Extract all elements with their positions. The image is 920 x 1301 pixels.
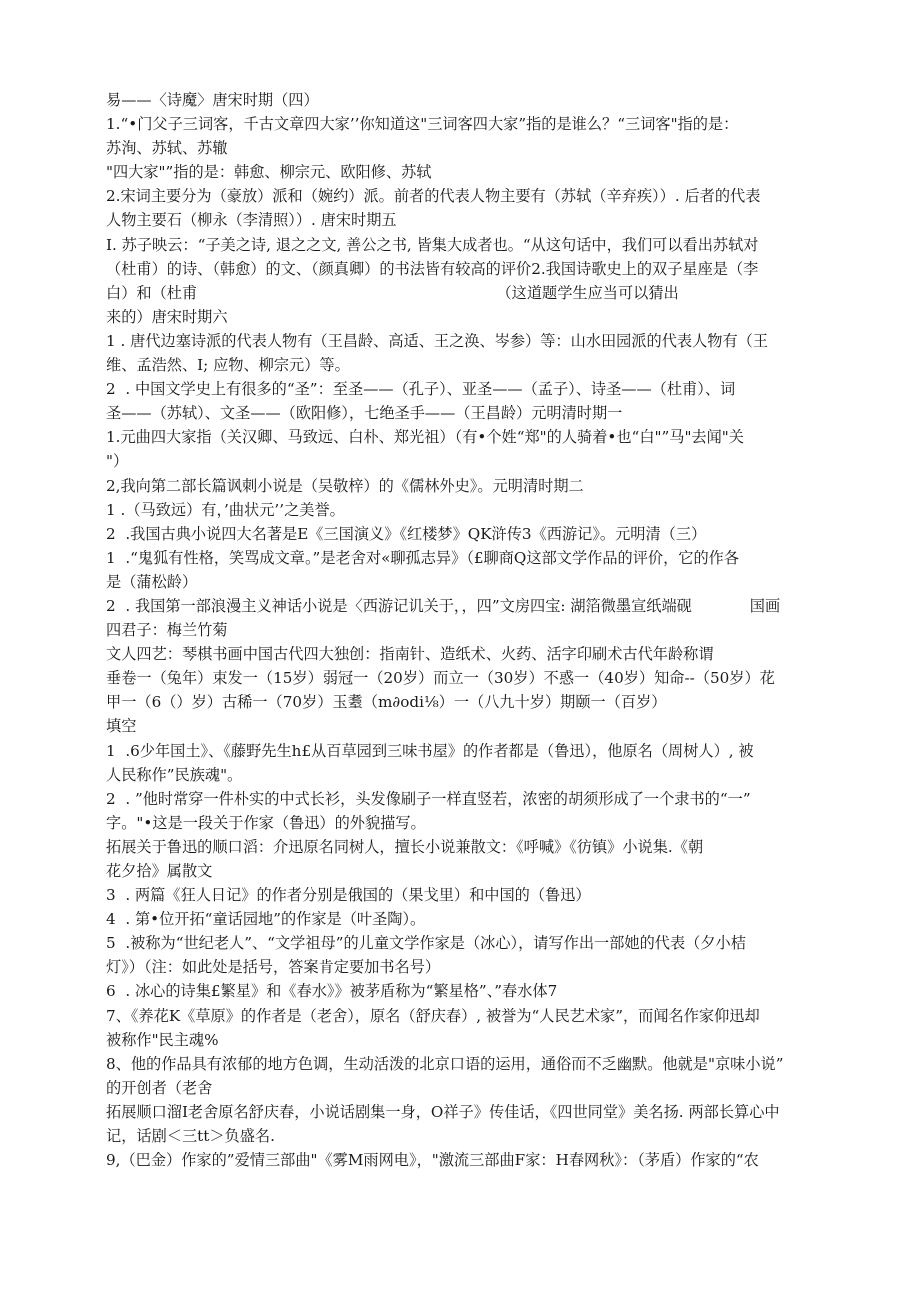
text-line: 5 .被称为“世纪老人”、“文学祖母”的儿童文学作家是（冰心），请写作出一部她的代表（夕小桔 (106, 934, 746, 953)
text-line: 8、他的作品具有浓郁的地方色调，生动活泼的北京口语的运用，通俗而不乏幽默。他就是"京味小说” (106, 1054, 784, 1073)
text-line: 2 .我国古典小说四大名著是E《三国演义》《红楼梦》QK浒传3《西游记》。元明清（三） (106, 524, 707, 543)
text-line: 被称作"民主魂% (106, 1030, 219, 1049)
text-line: 苏洵、苏轼、苏辙 (106, 139, 228, 158)
text-line: 2 . ”他时常穿一件朴实的中式长衫，头发像刷子一样直竖若，浓密的胡须形成了一个隶书的“一” (106, 789, 751, 808)
text-line: 填空 (106, 717, 137, 736)
text-line: 是（蒲松龄） (106, 572, 198, 591)
text-line: 9,（巴金）作家的”爱情三部曲"《雾M雨网电》，"激流三部曲F家：H春网秋》：（茅盾）作家的“农 (106, 1151, 759, 1170)
text-line: （杜甫）的诗、（韩愈）的文、（颜真卿）的书法皆有较高的评价2.我国诗歌史上的双子星座是（李 (106, 259, 759, 278)
text-line: 花夕拾》属散文 (106, 862, 213, 880)
text-line: 垂卷一（兔年）束发一（15岁）弱冠一（20岁）而立一（30岁）不惑一（40岁）知命--（50岁）花 (106, 669, 775, 688)
text-line: "四大家"”指的是：韩愈、柳宗元、欧阳修、苏轼 (106, 163, 432, 182)
document-body (106, 88, 870, 1172)
text-line: 的开创者（老舍 (106, 1078, 213, 1097)
text-line: 7、《养花K《草原》的作者是（老舍），原名（舒庆春）, 被誉为“人民艺术家”，而闻名作家仰迅却 (106, 1006, 760, 1025)
text-line: 字。"•这是一段关于作家（鲁迅）的外貌描写。 (106, 813, 426, 832)
text-line: 人民称作”民族魂"。 (106, 765, 243, 784)
text-line: 来的）唐宋时期六 (106, 307, 228, 326)
text-line: 6 . 冰心的诗集£繁星》和《春水》》被茅盾称为“繁星格”、”春水体7 (106, 982, 558, 1001)
text-line: 易——〈诗魔〉唐宋时期（四） (106, 91, 319, 109)
text-line: 1 . 唐代边塞诗派的代表人物有（王昌龄、高适、王之涣、岑参）等：山水田园派的代表人物有（王 (106, 331, 769, 350)
text-line: 记，话剧＜三tt＞负盛名. (106, 1127, 275, 1146)
text-line: 灯》）（注：如此处是括号，答案肯定要加书名号） (106, 958, 441, 977)
text-line: 2,我向第二部长篇讽刺小说是（吴敬梓）的《儒林外史》。元明清时期二 (106, 476, 584, 495)
text-line: "） (106, 452, 129, 471)
text-line: 3 . 两篇《狂人日记》的作者分别是俄国的（果戈里）和中国的（鲁迅） (106, 886, 591, 905)
text-line: 拓展顺口溜I老舍原名舒庆春，小说话剧集一身，O祥子》传佳话，《四世同堂》美名扬. 两部长算心中 (106, 1102, 780, 1121)
text-line: 维、孟浩然、I; 应物、柳宗元）等。 (106, 356, 350, 375)
text-line: 2.宋词主要分为（豪放）派和（婉约）派。前者的代表人物主要有（苏轼（辛弃疾））. 后者的代表 (106, 187, 761, 206)
text-line: 人物主要石（柳永（李清照））. 唐宋时期五 (106, 211, 397, 230)
text-line: 拓展关于鲁迅的顺口滔：介迅原名同树人，擅长小说兼散文：《呼喊》《彷镇》小说集.《朝 (106, 837, 704, 856)
text-line: I. 苏子映云：“子美之诗, 退之之文, 善公之书, 皆集大成者也。“从这句话中，我们可以看出苏轼对 (106, 235, 759, 254)
text-line: 四君子：梅兰竹菊 (106, 621, 228, 640)
text-line: 4 . 第•位开拓“童话园地”的作家是（叶圣陶）。 (106, 910, 426, 929)
text-line: 2 . 我国第一部浪漫主义神话小说是〈西游记讥关于，，四”文房四宝: 湖箔微墨宣纸端砚 国画 (106, 596, 781, 615)
text-line: 2 . 中国文学史上有很多的“圣”：至圣——（孔子）、亚圣——（孟子）、诗圣——（杜甫）、词 (106, 380, 736, 399)
text-line: 甲一（6（）岁）古稀一（70岁）玉耋（m∂odi⅛）一（八九十岁）期颐一（百岁） (106, 693, 667, 712)
text-line: 圣——（苏轼）、文圣——（欧阳修），七绝圣手——（王昌龄）元明清时期一 (106, 404, 623, 423)
text-line: 1.“•门父子三词客，千古文章四大家’’你知道这"三词客四大家”指的是谁么？“三词客"指的是： (106, 115, 739, 134)
text-line: 1 .（马致远）有，’曲状元’’之美誉。 (106, 500, 345, 519)
text-line: 1.元曲四大家指（关汉卿、马致远、白朴、郑光祖）（有•个姓“郑"的人骑着•也“白"”马"去闻"关 (106, 428, 744, 447)
text-line: 1 .“鬼狐有性格，笑骂成文章。”是老舍对«聊孤志异》（£聊商Q这部文学作品的评价，它的作各 (106, 548, 740, 567)
text-line: 1 .6少年国土》、《藤野先生h£从百草园到三味书屋》的作者都是（鲁迅），他原名（周树人）, 被 (106, 741, 754, 760)
text-line: 文人四艺：琴棋书画中国古代四大独创：指南针、造纸术、火药、活字印刷术古代年龄称谓 (106, 645, 714, 664)
text-line: 白）和（杜甫 （这道题学生应当可以猜出 (106, 283, 679, 302)
